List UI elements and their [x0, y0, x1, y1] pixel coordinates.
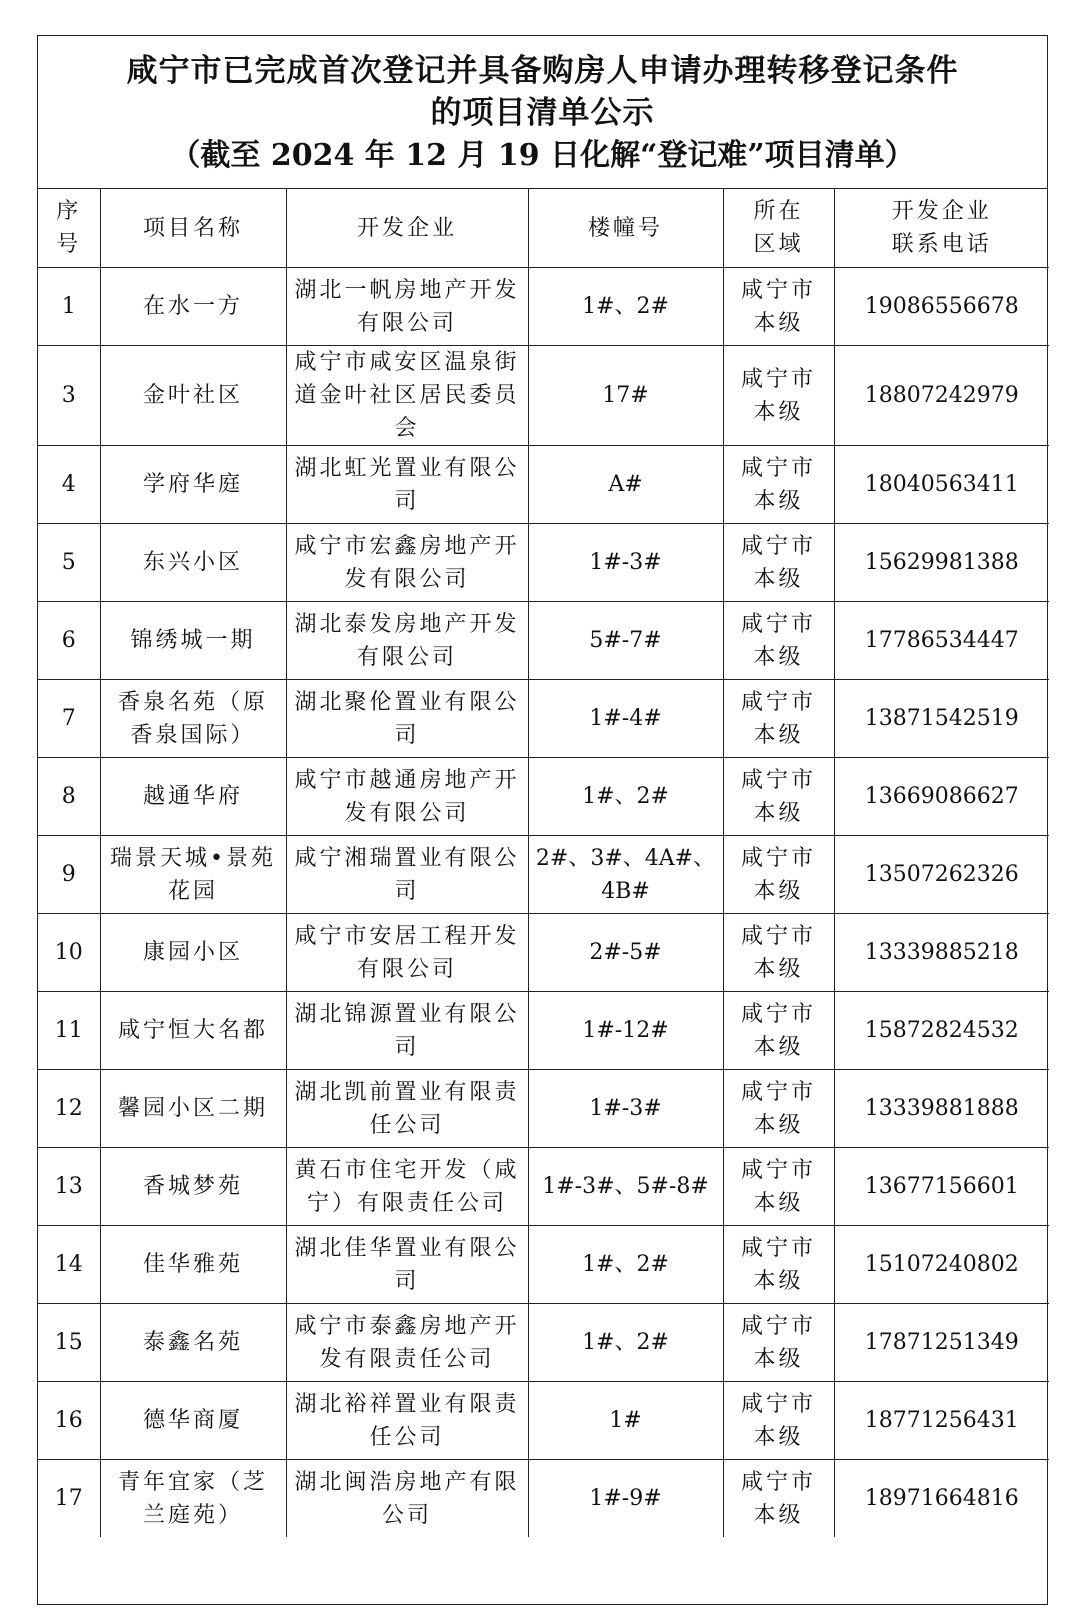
cell-region: 咸宁市本级 — [723, 680, 834, 758]
cell-buildings: 1#-3# — [528, 1070, 723, 1148]
cell-developer: 湖北闽浩房地产有限公司 — [286, 1460, 528, 1538]
cell-seq: 7 — [38, 680, 100, 758]
cell-project-name: 康园小区 — [100, 914, 286, 992]
cell-project-name: 泰鑫名苑 — [100, 1304, 286, 1382]
cell-developer: 湖北虹光置业有限公司 — [286, 446, 528, 524]
cell-region: 咸宁市本级 — [723, 1148, 834, 1226]
cell-region: 咸宁市本级 — [723, 1382, 834, 1460]
cell-developer: 黄石市住宅开发（咸宁）有限责任公司 — [286, 1148, 528, 1226]
cell-seq: 12 — [38, 1070, 100, 1148]
cell-project-name: 金叶社区 — [100, 346, 286, 446]
table-body — [38, 268, 1049, 1538]
cell-project-name: 越通华府 — [100, 758, 286, 836]
cell-phone: 18971664816 — [834, 1460, 1049, 1538]
cell-region: 咸宁市本级 — [723, 1460, 834, 1538]
cell-developer: 咸宁市咸安区温泉街道金叶社区居民委员会 — [286, 346, 528, 446]
cell-buildings: A# — [528, 446, 723, 524]
table-row — [38, 1226, 1049, 1304]
cell-developer: 湖北佳华置业有限公司 — [286, 1226, 528, 1304]
cell-developer: 咸宁湘瑞置业有限公司 — [286, 836, 528, 914]
table-row — [38, 680, 1049, 758]
cell-phone: 18771256431 — [834, 1382, 1049, 1460]
cell-developer: 咸宁市宏鑫房地产开发有限公司 — [286, 524, 528, 602]
cell-developer: 咸宁市泰鑫房地产开发有限责任公司 — [286, 1304, 528, 1382]
cell-seq: 9 — [38, 836, 100, 914]
cell-project-name: 佳华雅苑 — [100, 1226, 286, 1304]
header-seq: 序 号 — [38, 189, 100, 268]
cell-buildings: 1#、2# — [528, 1304, 723, 1382]
cell-phone: 15872824532 — [834, 992, 1049, 1070]
cell-buildings: 1#、2# — [528, 268, 723, 346]
cell-region: 咸宁市本级 — [723, 1304, 834, 1382]
table-row — [38, 836, 1049, 914]
cell-developer: 湖北裕祥置业有限责任公司 — [286, 1382, 528, 1460]
cell-region: 咸宁市本级 — [723, 992, 834, 1070]
cell-buildings: 1#-3#、5#-8# — [528, 1148, 723, 1226]
table-row — [38, 1070, 1049, 1148]
cell-region: 咸宁市本级 — [723, 346, 834, 446]
cell-phone: 13507262326 — [834, 836, 1049, 914]
document-sheet — [37, 35, 1048, 1605]
cell-buildings: 2#、3#、4A#、4B# — [528, 836, 723, 914]
cell-phone: 13669086627 — [834, 758, 1049, 836]
cell-buildings: 1# — [528, 1382, 723, 1460]
cell-seq: 8 — [38, 758, 100, 836]
cell-buildings: 17# — [528, 346, 723, 446]
header-project-name: 项目名称 — [100, 189, 286, 268]
table-row — [38, 1382, 1049, 1460]
header-region: 所在 区域 — [723, 189, 834, 268]
table-row — [38, 914, 1049, 992]
cell-seq: 16 — [38, 1382, 100, 1460]
table-row — [38, 602, 1049, 680]
cell-phone: 13677156601 — [834, 1148, 1049, 1226]
cell-buildings: 1#、2# — [528, 758, 723, 836]
cell-seq: 1 — [38, 268, 100, 346]
cell-seq: 15 — [38, 1304, 100, 1382]
cell-buildings: 1#-4# — [528, 680, 723, 758]
table-row — [38, 446, 1049, 524]
cell-seq: 4 — [38, 446, 100, 524]
cell-region: 咸宁市本级 — [723, 602, 834, 680]
table-row — [38, 1148, 1049, 1226]
cell-phone: 13339881888 — [834, 1070, 1049, 1148]
cell-buildings: 2#-5# — [528, 914, 723, 992]
cell-seq: 6 — [38, 602, 100, 680]
cell-buildings: 1#-12# — [528, 992, 723, 1070]
table-row — [38, 346, 1049, 446]
cell-developer: 湖北一帆房地产开发有限公司 — [286, 268, 528, 346]
cell-phone: 18807242979 — [834, 346, 1049, 446]
cell-project-name: 学府华庭 — [100, 446, 286, 524]
cell-region: 咸宁市本级 — [723, 1226, 834, 1304]
cell-phone: 17871251349 — [834, 1304, 1049, 1382]
cell-phone: 17786534447 — [834, 602, 1049, 680]
cell-phone: 18040563411 — [834, 446, 1049, 524]
cell-project-name: 香城梦苑 — [100, 1148, 286, 1226]
cell-developer: 湖北泰发房地产开发有限公司 — [286, 602, 528, 680]
table-header-row — [38, 189, 1049, 268]
header-phone: 开发企业 联系电话 — [834, 189, 1049, 268]
cell-buildings: 5#-7# — [528, 602, 723, 680]
cell-project-name: 青年宜家（芝兰庭苑） — [100, 1460, 286, 1538]
table-row — [38, 268, 1049, 346]
title-block — [38, 36, 1047, 189]
cell-seq: 10 — [38, 914, 100, 992]
cell-region: 咸宁市本级 — [723, 446, 834, 524]
cell-seq: 11 — [38, 992, 100, 1070]
cell-project-name: 瑞景天城•景苑花园 — [100, 836, 286, 914]
cell-seq: 13 — [38, 1148, 100, 1226]
document-title-line-1: 咸宁市已完成首次登记并具备购房人申请办理转移登记条件 — [126, 53, 959, 89]
cell-project-name: 馨园小区二期 — [100, 1070, 286, 1148]
cell-region: 咸宁市本级 — [723, 1070, 834, 1148]
table-row — [38, 1460, 1049, 1538]
cell-project-name: 咸宁恒大名都 — [100, 992, 286, 1070]
cell-phone: 13871542519 — [834, 680, 1049, 758]
header-buildings: 楼幢号 — [528, 189, 723, 268]
cell-project-name: 锦绣城一期 — [100, 602, 286, 680]
cell-project-name: 东兴小区 — [100, 524, 286, 602]
cell-seq: 3 — [38, 346, 100, 446]
cell-region: 咸宁市本级 — [723, 914, 834, 992]
table-row — [38, 992, 1049, 1070]
cell-project-name: 在水一方 — [100, 268, 286, 346]
document-subtitle: （截至 2024 年 12 月 19 日化解“登记难”项目清单） — [170, 138, 915, 173]
cell-phone: 15107240802 — [834, 1226, 1049, 1304]
cell-region: 咸宁市本级 — [723, 758, 834, 836]
cell-developer: 湖北锦源置业有限公司 — [286, 992, 528, 1070]
cell-phone: 19086556678 — [834, 268, 1049, 346]
cell-developer: 咸宁市安居工程开发有限公司 — [286, 914, 528, 992]
project-list-table — [38, 189, 1049, 1537]
cell-project-name: 德华商厦 — [100, 1382, 286, 1460]
cell-region: 咸宁市本级 — [723, 268, 834, 346]
cell-region: 咸宁市本级 — [723, 836, 834, 914]
cell-developer: 湖北凯前置业有限责任公司 — [286, 1070, 528, 1148]
cell-developer: 咸宁市越通房地产开发有限公司 — [286, 758, 528, 836]
cell-project-name: 香泉名苑（原香泉国际） — [100, 680, 286, 758]
cell-seq: 17 — [38, 1460, 100, 1538]
header-developer: 开发企业 — [286, 189, 528, 268]
cell-seq: 5 — [38, 524, 100, 602]
cell-developer: 湖北聚伦置业有限公司 — [286, 680, 528, 758]
cell-seq: 14 — [38, 1226, 100, 1304]
cell-buildings: 1#-9# — [528, 1460, 723, 1538]
cell-region: 咸宁市本级 — [723, 524, 834, 602]
cell-phone: 13339885218 — [834, 914, 1049, 992]
document-title-line-2: 的项目清单公示 — [430, 95, 655, 131]
cell-phone: 15629981388 — [834, 524, 1049, 602]
table-row — [38, 758, 1049, 836]
cell-buildings: 1#-3# — [528, 524, 723, 602]
table-row — [38, 1304, 1049, 1382]
cell-buildings: 1#、2# — [528, 1226, 723, 1304]
table-row — [38, 524, 1049, 602]
